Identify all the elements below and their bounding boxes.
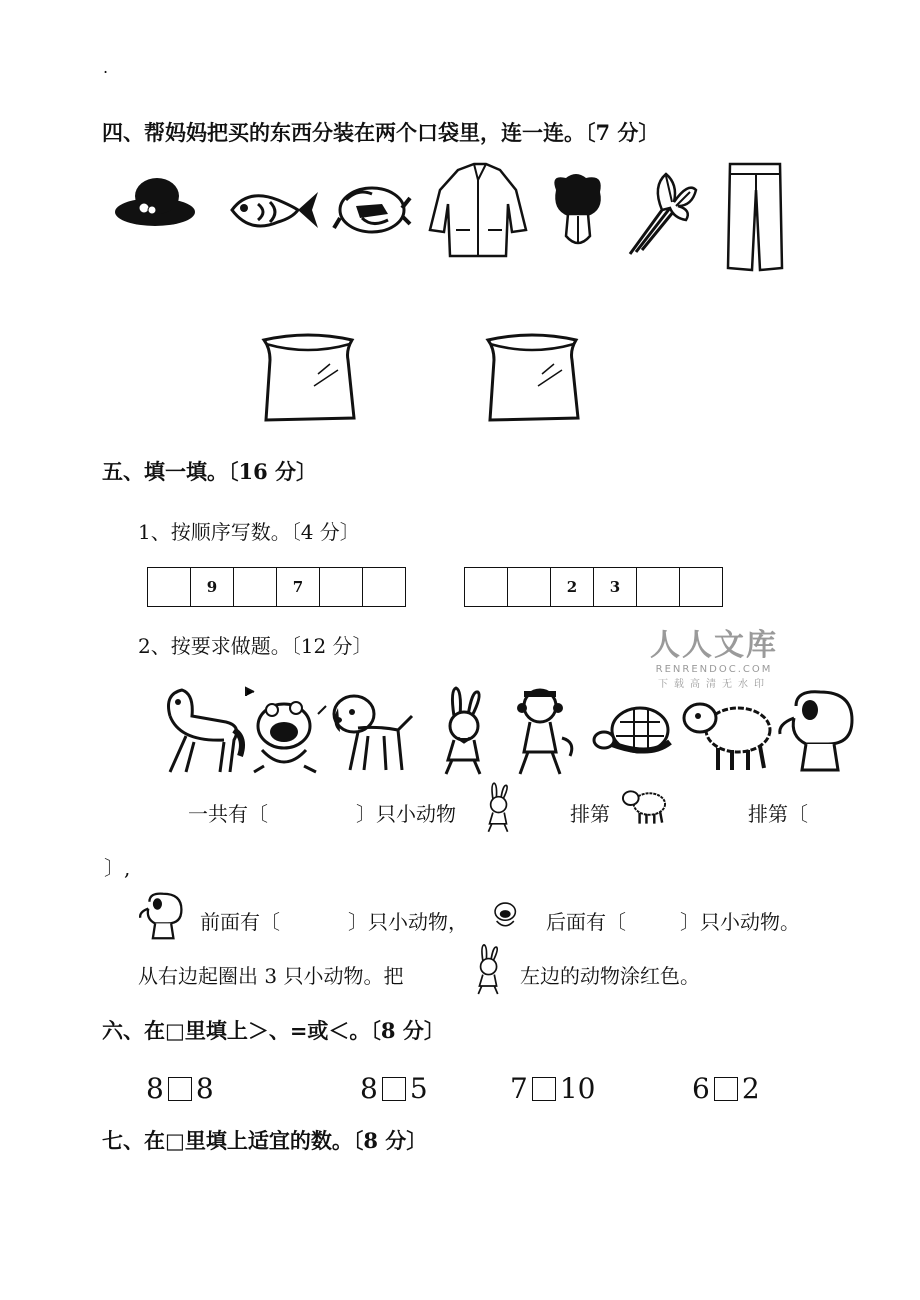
- fish-icon: [228, 178, 320, 240]
- elephant-icon: [138, 890, 186, 942]
- compare-left: 8: [360, 1072, 378, 1105]
- section5-title: 五、填一填。〔16 分〕: [102, 459, 318, 484]
- behind-count-text-a: 后面有〔: [546, 910, 626, 934]
- answer-box[interactable]: [714, 1077, 738, 1101]
- compare-right: 10: [559, 1072, 596, 1105]
- sequence-cell[interactable]: [320, 568, 363, 606]
- cabbage-icon: [548, 170, 608, 250]
- compare-item-1: [146, 1072, 214, 1105]
- compare-right: 8: [195, 1072, 214, 1105]
- answer-box[interactable]: [532, 1077, 556, 1101]
- compare-left: 7: [510, 1072, 528, 1105]
- sequence-cell[interactable]: [363, 568, 405, 606]
- frog-icon: [240, 686, 332, 778]
- watermark-url: RENRENDOC.COM: [655, 664, 773, 675]
- elephant-icon: [776, 686, 860, 776]
- sheep-icon: [620, 786, 668, 826]
- circle-instruction-b: 左边的动物涂红色。: [520, 964, 700, 988]
- bag-icon: [482, 330, 582, 426]
- total-count-text-b: 〕只小动物: [356, 802, 456, 826]
- compare-item-4: [692, 1072, 760, 1105]
- front-count-text-b: 〕只小动物，: [348, 910, 468, 934]
- sequence-cell[interactable]: [680, 568, 722, 606]
- rabbit-icon: [428, 686, 498, 778]
- behind-count-text-b: 〕只小动物。: [680, 910, 800, 934]
- sequence-cell[interactable]: 7: [277, 568, 320, 606]
- q2-label: 2、按要求做题。〔12 分〕: [138, 634, 373, 658]
- monkey-icon: [506, 682, 576, 778]
- frog-icon: [488, 888, 524, 940]
- compare-left: 6: [692, 1072, 710, 1105]
- watermark-title: 人人文库: [650, 628, 778, 663]
- trousers-icon: [724, 160, 786, 272]
- rank-text-close: 〕,: [104, 856, 131, 880]
- hat-icon: [112, 172, 198, 230]
- rank-text-a: 排第: [570, 802, 610, 826]
- sequence-cell[interactable]: [508, 568, 551, 606]
- section4-title: 四、帮妈妈把买的东西分装在两个口袋里，连一连。〔7 分〕: [102, 120, 660, 145]
- sequence-cell[interactable]: 2: [551, 568, 594, 606]
- horse-icon: [150, 686, 248, 778]
- answer-box[interactable]: [382, 1077, 406, 1101]
- sequence-cell[interactable]: [234, 568, 277, 606]
- sequence-cell[interactable]: 9: [191, 568, 234, 606]
- turtle-icon: [590, 700, 674, 770]
- sequence-cell[interactable]: [465, 568, 508, 606]
- sequence-cell[interactable]: [148, 568, 191, 606]
- compare-left: 8: [146, 1072, 164, 1105]
- total-count-text-a: 一共有〔: [188, 802, 268, 826]
- header-dot: .: [103, 58, 109, 77]
- sequence-cell[interactable]: [637, 568, 680, 606]
- section6-title: 六、在□里填上＞、=或＜。〔8 分〕: [102, 1018, 445, 1043]
- rank-text-b: 排第〔: [748, 802, 808, 826]
- q1-label: 1、按顺序写数。〔4 分〕: [138, 520, 360, 544]
- compare-item-2: [360, 1072, 428, 1105]
- circle-instruction-a: 从右边起圈出 3 只小动物。把: [138, 964, 404, 988]
- rabbit-icon: [468, 942, 508, 998]
- answer-box[interactable]: [168, 1077, 192, 1101]
- section7-title: 七、在□里填上适宜的数。〔8 分〕: [102, 1128, 428, 1153]
- jacket-icon: [428, 160, 530, 262]
- number-sequence-row-2: [464, 567, 723, 607]
- front-count-text-a: 前面有〔: [200, 910, 280, 934]
- sheep-icon: [678, 694, 776, 774]
- dog-icon: [328, 686, 420, 778]
- watermark-note: 下载高清无水印: [658, 679, 770, 690]
- bag-icon: [258, 330, 358, 426]
- compare-right: 2: [741, 1072, 760, 1105]
- rabbit-icon: [478, 782, 518, 834]
- chicken-icon: [332, 178, 412, 240]
- compare-right: 5: [409, 1072, 428, 1105]
- compare-item-3: [510, 1072, 595, 1105]
- greens-icon: [622, 166, 702, 258]
- watermark: [650, 620, 778, 690]
- number-sequence-row-1: [147, 567, 406, 607]
- sequence-cell[interactable]: 3: [594, 568, 637, 606]
